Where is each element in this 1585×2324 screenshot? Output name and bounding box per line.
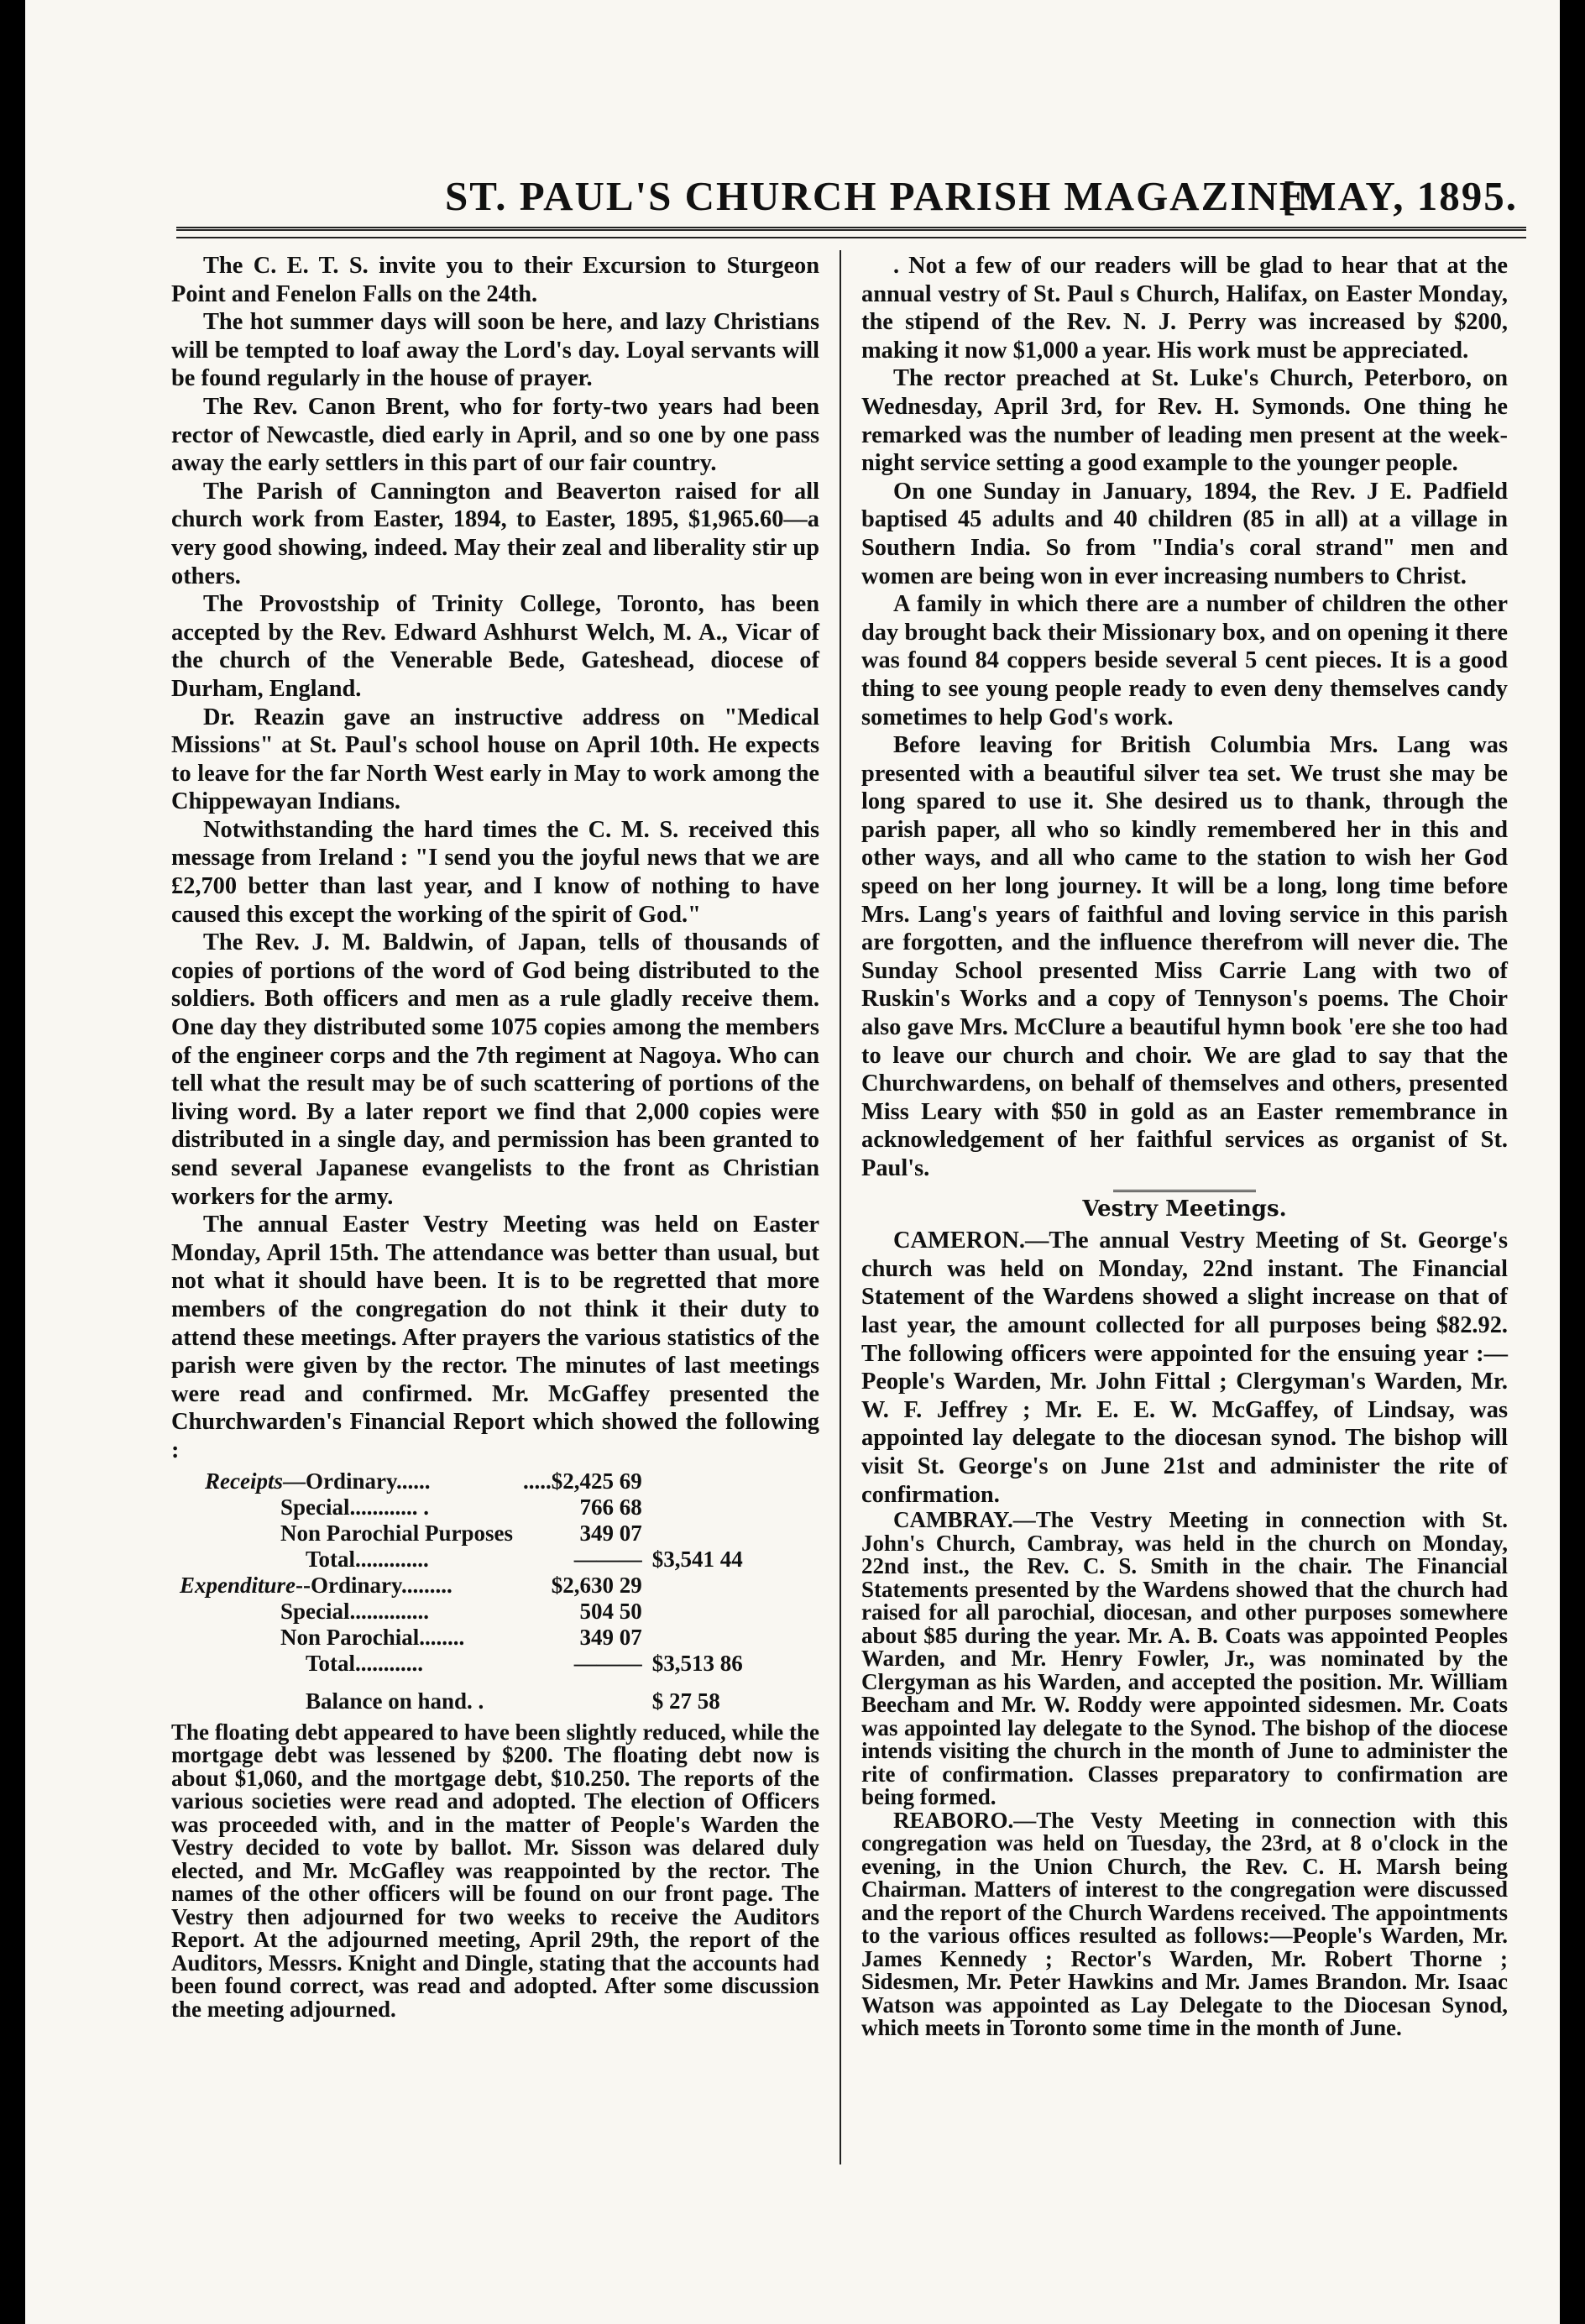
right-column [861,252,1508,2040]
receipts-label: Receipts [205,1468,283,1494]
ordinary-label: —Ordinary...... [282,1468,431,1494]
cambray-paragraph [861,1509,1508,1809]
article-paragraph: The Rev. Canon Brent, who for forty-two years had been rector of Newcastle, died early in April, and so one by one pass away the early settlers in this part of our fair country. [171,393,819,477]
table-row [171,1521,748,1547]
nonpar-value: 349 07 [579,1520,642,1546]
exp-special-label: Special.............. [280,1598,430,1624]
financial-report-table [171,1468,748,1714]
exp-total-label: Total............ [306,1650,424,1676]
article-paragraph: The floating debt appeared to have been slightly reduced, while the mortgage debt was lessened by $200. The floating debt now is about $1,060, and the mortgage debt, $10.250. The reports of the various societies were read and adopted. The election of Officers was proceeded with, and in the matter of People's Warden the Vestry decided to vote by ballot. Mr. Sisson was delared duly elected, and Mr. McGafley was reappointed by the rector. The names of the other officers will be found on our front page. The Vestry then adjourned for two weeks to receive the Auditors Report. At the adjourned meeting, April 29th, the report of the Auditors, Messrs. Knight and Dingle, stating that the accounts had been found correct, was read and adopted. After some discussion the meeting adjourned. [171,1719,819,2022]
article-paragraph: The annual Easter Vestry Meeting was held on Easter Monday, April 15th. The attendance was better than usual, but not what it should have been. It is to be regretted that more members of the congregation do not think it their duty to attend these meetings. After prayers the various statistics of the parish were given by the rector. The minutes of last meetings were read and confirmed. Mr. McGaffey presented the Churchwarden's Financial Report which showed the following : [171,1212,819,1463]
cameron-label: CAMERON. [893,1227,1025,1254]
header-rule [176,227,1526,235]
nonpar-label: Non Parochial Purposes [280,1520,514,1546]
special-label: Special............ . [280,1494,430,1520]
table-row [171,1468,748,1494]
cameron-text: —The annual Vestry Meeting of St. George's church was held on Monday, 22nd instant. The Financial Statement of the Wardens showed a slight increase on that of last year, the amount collected for all purposes being $82.92. The following officers were appointed for the ensuing year :— People's Warden, Mr. John Fittal ; Clergyman's Warden, Mr. W. F. Jeffrey ; Mr. E. E. W. McGaffey, of Lindsay, was appointed lay delegate to the diocesan synod. The bishop will visit St. George's on June 21st and administer the rite of confirmation. [861,1227,1508,1508]
cambray-label: CAMBRAY. [893,1507,1013,1533]
article-paragraph: Notwithstanding the hard times the C. M. S. received this message from Ireland : "I send you the joyful news that we are £2,700 better than last year, and I know of nothing to have caused this except the working of the spirit of God." [171,816,819,928]
magazine-page [25,0,1560,2324]
reaboro-text: —The Vesty Meeting in connection with this congregation was held on Tuesday, the 23rd, at 8 o'clock in the evening, in the Union Church, the Rev. C. H. Marsh being Chairman. Matters of interest to the congregation were discussed and the report of the Church Wardens received. The appointments to the various offices resulted as follows:—People's Warden, Mr. James Kennedy ; Rector's Warden, Mr. Robert Thorne ; Sidesmen, Mr. Peter Hawkins and Mr. James Brandon. Mr. Isaac Watson was appointed as Lay Delegate to the Diocesan Synod, which meets in Toronto some time in the month of June. [861,1807,1508,2041]
article-paragraph: A family in which there are a number of children the other day brought back their Missionary box, and on opening it there was found 84 coppers beside several 5 cent pieces. It is a good thing to see young people ready to even deny themselves candy sometimes to help God's work. [861,591,1508,730]
cambray-text: —The Vestry Meeting in connection with St. John's Church, Cambray, was held in the church on Monday, 22nd inst., the Rev. C. S. Smith in the chair. The Financial Statements presented by the Wardens showed that the church had raised for all parochial, diocesan, and other purposes somewhere about $85 during the year. Mr. A. B. Coats was appointed Peoples Warden, and Mr. Henry Fowler, Jr., was nominated by the Clergyman as his Warden, and accepted the position. Mr. William Beecham and Mr. W. Roddy were appointed sidesmen. Mr. Coats was appointed lay delegate to the Synod. The bishop of the diocese intends visiting the church in the month of June to administer the rite of confirmation. Classes preparatory to confirmation are being formed. [861,1507,1508,1810]
table-row [171,1573,748,1599]
column-divider [840,250,841,2164]
article-paragraph: The rector preached at St. Luke's Church, Peterboro, on Wednesday, April 3rd, for Rev. H. Symonds. One thing he remarked was the number of leading men present at the week-night service setting a good example to the younger people. [861,365,1508,477]
table-row [171,1494,748,1521]
special-value: 766 68 [579,1494,642,1520]
exp-total-value: $3,513 86 [651,1650,743,1676]
article-paragraph: The hot summer days will soon be here, and lazy Christians will be tempted to loaf away the Lord's day. Loyal servants will be found regularly in the house of prayer. [171,309,819,392]
reaboro-label: REABORO. [893,1807,1014,1833]
article-paragraph: The Rev. J. M. Baldwin, of Japan, tells of thousands of copies of portions of the word of God being distributed to the soldiers. Both officers and men as a rule gladly receive them. One day they distributed some 1075 copies among the members of the engineer corps and the 7th regiment at Nagoya. Who can tell what the result may be of such scattering of portions of the living word. By a later report we find that 2,000 copies were distributed in a single day, and permission has been granted to send several Japanese evangelists to the front as Christian workers for the army. [171,929,819,1210]
exp-special-value: 504 50 [579,1598,642,1624]
table-row: Total............. ——— $3,541 44 [171,1547,748,1573]
table-row [171,1677,748,1714]
exp-ordinary-value: $2,630 29 [551,1572,642,1598]
article-paragraph: The C. E. T. S. invite you to their Excursion to Sturgeon Point and Fenelon Falls on the 24th. [171,253,819,307]
table-row: Total............ ——— $3,513 86 [171,1651,748,1677]
header-rule-thin [176,237,1526,238]
vestry-tight-block [861,1509,1508,2040]
article-paragraph: The Provostship of Trinity College, Toronto, has been accepted by the Rev. Edward Ashhurst Welch, M. A., Vicar of the church of the Venerable Bede, Gateshead, diocese of Durham, England. [171,591,819,702]
balance-value: $ 27 58 [651,1688,720,1714]
reaboro-paragraph [861,1809,1508,2040]
article-paragraph: . Not a few of our readers will be glad to hear that at the annual vestry of St. Paul s Church, Halifax, on Easter Monday, the stipend of the Rev. N. J. Perry was increased by $200, making it now $1,000 a year. His work must be appreciated. [861,253,1508,364]
total-value: $3,541 44 [651,1546,743,1572]
table-row [171,1625,748,1651]
section-heading: Vestry Meetings. [1082,1196,1287,1222]
page-header [25,172,1560,231]
exp-nonpar-value: 349 07 [579,1624,642,1650]
article-paragraph: Dr. Reazin gave an instructive address on "Medical Missions" at St. Paul's school house on April 10th. He expects to leave for the far North West early in May to work among the Chippewayan Indians. [171,704,819,815]
article-paragraph: The Parish of Cannington and Beaverton raised for all church work from Easter, 1894, to Easter, 1895, $1,965.60—a very good showing, indeed. May their zeal and liberality stir up others. [171,478,819,589]
exp-ordinary-label: --Ordinary......... [296,1572,452,1598]
section-rule [1113,1190,1256,1192]
cameron-paragraph [861,1227,1508,1509]
ordinary-value: .....$2,425 69 [523,1468,642,1494]
left-column [171,252,819,2021]
magazine-title: ST. PAUL'S CHURCH PARISH MAGAZINE. [445,173,1321,219]
expenditure-label: Expenditure [180,1572,296,1598]
balance-label: Balance on hand. . [306,1688,484,1714]
table-row [171,1599,748,1625]
article-paragraph: On one Sunday in January, 1894, the Rev. J E. Padfield baptised 45 adults and 40 children (85 in all) at a village in Southern India. So from "India's coral strand" men and women are being won in ever increasing numbers to Christ. [861,478,1508,589]
vestry-report-continued [171,1721,819,2022]
issue-date: [MAY, 1895. [1281,173,1518,219]
total-label: Total............. [306,1546,429,1572]
exp-nonpar-label: Non Parochial........ [280,1624,465,1650]
article-paragraph: Before leaving for British Columbia Mrs. Lang was presented with a beautiful silver tea set. We trust she may be long spared to use it. She desired us to thank, through the parish paper, all who so kindly remembered her in this and other ways, and all who came to the station to wish her God speed on her long journey. It will be a long, long time before Mrs. Lang's years of faithful and loving service in this parish are forgotten, and the influence therefrom will never die. The Sunday School presented Miss Carrie Lang with two of Ruskin's Works and a copy of Tennyson's poems. The Choir also gave Mrs. McClure a beautiful hymn book 'ere she too had to leave our church and choir. We are glad to say that the Churchwardens, on behalf of themselves and others, presented Miss Leary with $50 in gold as an Easter remembrance in acknowledgement of her faithful services as organist of St. Paul's. [861,732,1508,1181]
